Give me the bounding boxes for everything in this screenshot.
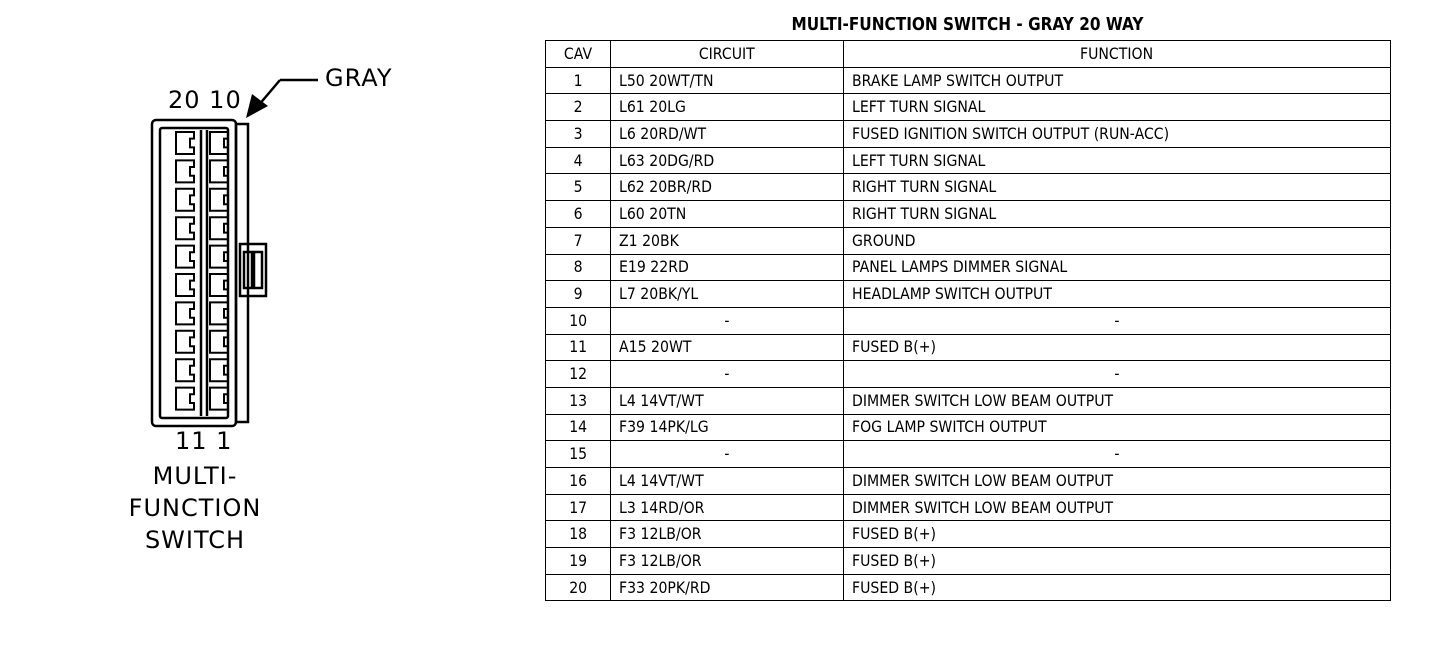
circuit-cell: L63 20DG/RD bbox=[611, 147, 844, 174]
circuit-cell: - bbox=[611, 307, 844, 334]
function-cell: FUSED B(+) bbox=[844, 521, 1391, 548]
pin-cavity bbox=[210, 246, 228, 268]
circuit-cell: Z1 20BK bbox=[611, 227, 844, 254]
pin-number-label-bottom: 11 1 bbox=[175, 427, 233, 455]
cav-cell: 20 bbox=[546, 574, 611, 601]
circuit-cell: F3 12LB/OR bbox=[611, 548, 844, 575]
function-cell: - bbox=[844, 361, 1391, 388]
pin-cavity bbox=[210, 189, 228, 211]
caption-line: MULTI- bbox=[152, 462, 238, 490]
pin-cavity bbox=[210, 302, 228, 324]
pin-cavity bbox=[210, 274, 228, 296]
table-row bbox=[546, 414, 1391, 441]
pin-cavity bbox=[176, 388, 194, 410]
cav-cell: 12 bbox=[546, 361, 611, 388]
cav-cell: 11 bbox=[546, 334, 611, 361]
circuit-cell: L50 20WT/TN bbox=[611, 67, 844, 94]
table-row bbox=[546, 468, 1391, 495]
function-cell: BRAKE LAMP SWITCH OUTPUT bbox=[844, 67, 1391, 94]
pin-cavity bbox=[210, 160, 228, 182]
pin-cavity bbox=[176, 217, 194, 239]
pin-cavity bbox=[176, 302, 194, 324]
pin-cavity bbox=[210, 132, 228, 154]
caption-line: SWITCH bbox=[144, 526, 246, 554]
table-row bbox=[546, 441, 1391, 468]
function-cell: DIMMER SWITCH LOW BEAM OUTPUT bbox=[844, 468, 1391, 495]
table-title: MULTI-FUNCTION SWITCH - GRAY 20 WAY bbox=[791, 14, 1144, 35]
table-row bbox=[546, 254, 1391, 281]
cav-cell: 14 bbox=[546, 414, 611, 441]
pin-cavity bbox=[210, 331, 228, 353]
circuit-cell: L7 20BK/YL bbox=[611, 281, 844, 308]
circuit-cell: - bbox=[611, 361, 844, 388]
table-row bbox=[546, 174, 1391, 201]
function-cell: PANEL LAMPS DIMMER SIGNAL bbox=[844, 254, 1391, 281]
function-cell: RIGHT TURN SIGNAL bbox=[844, 174, 1391, 201]
cav-cell: 10 bbox=[546, 307, 611, 334]
circuit-cell: A15 20WT bbox=[611, 334, 844, 361]
circuit-cell: - bbox=[611, 441, 844, 468]
function-cell: FUSED B(+) bbox=[844, 334, 1391, 361]
pin-cavity bbox=[176, 246, 194, 268]
circuit-cell: F3 12LB/OR bbox=[611, 521, 844, 548]
circuit-cell: L4 14VT/WT bbox=[611, 387, 844, 414]
circuit-cell: F33 20PK/RD bbox=[611, 574, 844, 601]
circuit-cell: L3 14RD/OR bbox=[611, 494, 844, 521]
connector-diagram bbox=[0, 0, 540, 662]
circuit-cell: E19 22RD bbox=[611, 254, 844, 281]
header-function: FUNCTION bbox=[844, 41, 1391, 68]
table-row bbox=[546, 94, 1391, 121]
function-cell: LEFT TURN SIGNAL bbox=[844, 94, 1391, 121]
function-cell: HEADLAMP SWITCH OUTPUT bbox=[844, 281, 1391, 308]
table-row bbox=[546, 147, 1391, 174]
cav-cell: 2 bbox=[546, 94, 611, 121]
pinout-table bbox=[545, 40, 1391, 601]
table-header-row bbox=[546, 41, 1391, 68]
circuit-cell: L62 20BR/RD bbox=[611, 174, 844, 201]
cav-cell: 17 bbox=[546, 494, 611, 521]
table-row bbox=[546, 307, 1391, 334]
table-row bbox=[546, 521, 1391, 548]
pin-cavity bbox=[210, 388, 228, 410]
cav-cell: 15 bbox=[546, 441, 611, 468]
cav-cell: 8 bbox=[546, 254, 611, 281]
cav-cell: 13 bbox=[546, 387, 611, 414]
function-cell: - bbox=[844, 441, 1391, 468]
table-row bbox=[546, 361, 1391, 388]
table-row bbox=[546, 281, 1391, 308]
table-row bbox=[546, 201, 1391, 228]
function-cell: FUSED IGNITION SWITCH OUTPUT (RUN-ACC) bbox=[844, 121, 1391, 148]
pin-cavity bbox=[210, 359, 228, 381]
table-row bbox=[546, 67, 1391, 94]
function-cell: - bbox=[844, 307, 1391, 334]
cav-cell: 9 bbox=[546, 281, 611, 308]
pin-cavity bbox=[176, 359, 194, 381]
connector-color-label: GRAY bbox=[325, 64, 393, 92]
function-cell: GROUND bbox=[844, 227, 1391, 254]
cav-cell: 7 bbox=[546, 227, 611, 254]
pin-cavity bbox=[176, 331, 194, 353]
cav-cell: 6 bbox=[546, 201, 611, 228]
function-cell: RIGHT TURN SIGNAL bbox=[844, 201, 1391, 228]
circuit-cell: L4 14VT/WT bbox=[611, 468, 844, 495]
table-row bbox=[546, 574, 1391, 601]
pin-cavity bbox=[176, 160, 194, 182]
cav-cell: 16 bbox=[546, 468, 611, 495]
cav-cell: 1 bbox=[546, 67, 611, 94]
table-row bbox=[546, 227, 1391, 254]
pin-cavity bbox=[210, 217, 228, 239]
circuit-cell: L61 20LG bbox=[611, 94, 844, 121]
cav-cell: 5 bbox=[546, 174, 611, 201]
header-cav: CAV bbox=[546, 41, 611, 68]
caption-line: FUNCTION bbox=[128, 494, 262, 522]
cav-cell: 4 bbox=[546, 147, 611, 174]
circuit-cell: F39 14PK/LG bbox=[611, 414, 844, 441]
circuit-cell: L60 20TN bbox=[611, 201, 844, 228]
pin-cavity bbox=[176, 189, 194, 211]
function-cell: DIMMER SWITCH LOW BEAM OUTPUT bbox=[844, 387, 1391, 414]
table-row bbox=[546, 387, 1391, 414]
function-cell: FOG LAMP SWITCH OUTPUT bbox=[844, 414, 1391, 441]
header-circuit: CIRCUIT bbox=[611, 41, 844, 68]
arrow-icon bbox=[246, 80, 318, 118]
function-cell: FUSED B(+) bbox=[844, 574, 1391, 601]
function-cell: LEFT TURN SIGNAL bbox=[844, 147, 1391, 174]
circuit-cell: L6 20RD/WT bbox=[611, 121, 844, 148]
cav-cell: 3 bbox=[546, 121, 611, 148]
table-row bbox=[546, 334, 1391, 361]
pin-cavity bbox=[176, 132, 194, 154]
connector-caption bbox=[110, 460, 280, 556]
cav-cell: 19 bbox=[546, 548, 611, 575]
table-row bbox=[546, 494, 1391, 521]
function-cell: DIMMER SWITCH LOW BEAM OUTPUT bbox=[844, 494, 1391, 521]
table-body bbox=[546, 67, 1391, 601]
cav-cell: 18 bbox=[546, 521, 611, 548]
pin-cavity bbox=[176, 274, 194, 296]
function-cell: FUSED B(+) bbox=[844, 548, 1391, 575]
table-row bbox=[546, 548, 1391, 575]
pin-number-label-top: 20 10 bbox=[168, 86, 242, 114]
table-row bbox=[546, 121, 1391, 148]
